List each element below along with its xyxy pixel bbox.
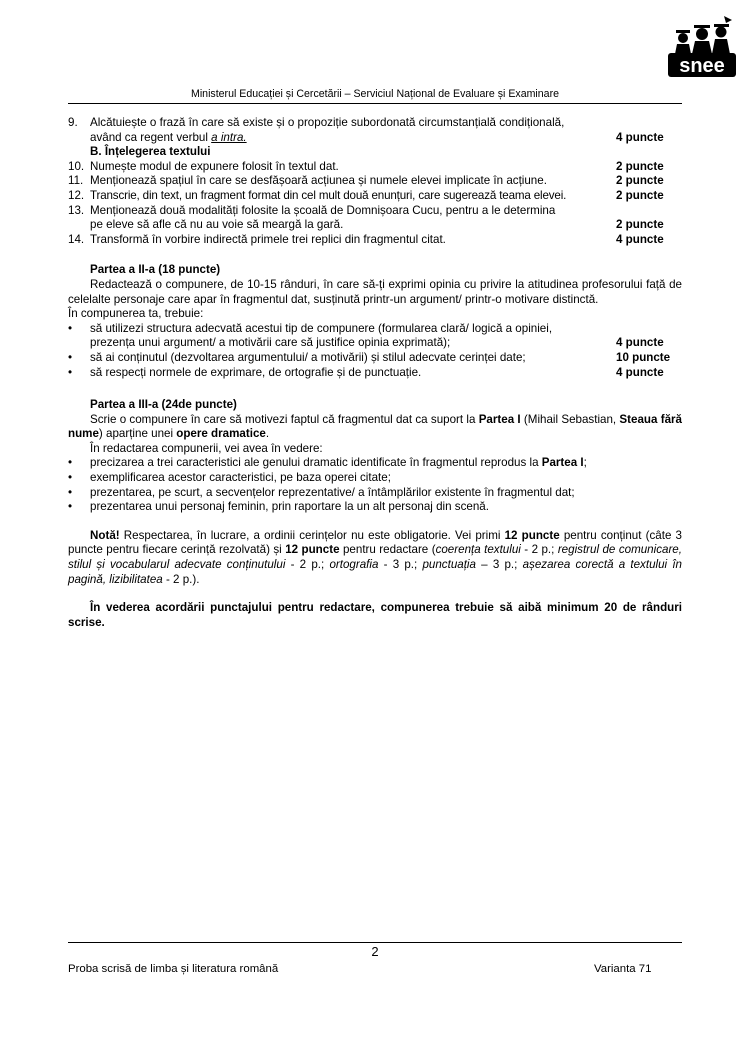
item-13 xyxy=(68,204,682,233)
item-text: Numește modul de expunere folosit în textul dat. xyxy=(90,159,339,173)
part3-bullet xyxy=(68,486,682,501)
item-number: 11. xyxy=(68,174,84,188)
footer-variant: Varianta 71 xyxy=(594,963,652,975)
item-number: 13. xyxy=(68,203,85,217)
header-title: Ministerul Educației și Cercetării – Serviciul Național de Evaluare și Examinare xyxy=(191,88,559,100)
item-text: Menționează spațiul în care se desfășoară acțiunea și numele elevei implicate în acțiune. xyxy=(90,174,547,188)
footer-exam-name: Proba scrisă de limba și literatura română xyxy=(68,963,279,975)
item-text: Transformă în vorbire indirectă primele trei replici din fragmentul citat. xyxy=(90,232,446,246)
bullet-line: prezentarea unui personaj feminin, prin raportare la un alt personaj din scenă. xyxy=(90,500,489,514)
item-9 xyxy=(68,116,682,145)
bullet-line: prezentarea, pe scurt, a secvențelor reprezentative/ a întâmplărilor existente în fragmentul dat; xyxy=(90,485,575,499)
item-points: 4 puncte xyxy=(616,232,664,246)
bullet-icon: • xyxy=(68,321,73,335)
bullet-icon: • xyxy=(68,365,73,379)
item-text xyxy=(90,116,616,145)
part3-title: Partea a III-a (24de puncte) xyxy=(90,398,237,412)
item-number: 12. xyxy=(68,188,85,202)
final-note: În vederea acordării punctajului pentru redactare, compunerea trebuie să aibă minimum 20 de rânduri scrise. xyxy=(68,601,682,629)
item-text: Transcrie, din text, un fragment format din cel mult două enunțuri, care sugerează teama elevei. xyxy=(90,188,567,202)
item-10 xyxy=(68,160,682,175)
item-line: având ca regent verbul xyxy=(90,130,212,144)
bullet-icon: • xyxy=(68,500,73,514)
bullet-line: să respecți normele de exprimare, de ortografie și de punctuație. xyxy=(90,365,422,379)
part2-intro: În compunerea ta, trebuie: xyxy=(68,307,204,321)
bullet-icon: • xyxy=(68,456,73,470)
item-12 xyxy=(68,189,682,204)
bullet-icon: • xyxy=(68,350,73,364)
logo-text: snee xyxy=(679,55,725,77)
bullet-line: să ai conținutul (dezvoltarea argumentului/ a motivării) și stilul adecvate cerinței date; xyxy=(90,350,526,364)
part2-bullet xyxy=(68,366,682,381)
snee-logo xyxy=(666,14,738,78)
bullet-icon: • xyxy=(68,485,73,499)
part3-instructions: Scrie o compunere în care să motivezi faptul că fragmentul dat ca suport la Partea I (Mihail Sebastian, Steaua fără nume) aparține unei opere dramatice. xyxy=(68,412,682,441)
item-points: 2 puncte xyxy=(616,218,664,232)
item-number: 14. xyxy=(68,232,85,246)
section-b-title: B. Înțelegerea textului xyxy=(90,145,211,159)
bullet-line: precizarea a trei caracteristici ale genului dramatic identificate în fragmentul reprodus la Partea I; xyxy=(90,456,587,470)
part2-bullet xyxy=(68,322,682,351)
part3-bullet xyxy=(68,471,682,486)
bullet-points: 10 puncte xyxy=(616,350,671,364)
part2-instructions: Redactează o compunere, de 10-15 rânduri, în care să-ți exprimi opinia cu privire la atitudinea profesorului față de celelalte personaje care apar în fragmentul dat, susținută printr-un argument/ printr-o motivare distinctă. xyxy=(68,277,682,306)
item-14 xyxy=(68,233,682,248)
part2-bullet xyxy=(68,351,682,366)
part3-intro: În redactarea compunerii, vei avea în vedere: xyxy=(90,441,323,455)
part3-bullet xyxy=(68,500,682,515)
item-number: 9. xyxy=(68,116,78,129)
page-number: 2 xyxy=(371,944,379,959)
item-line: pe eleve să afle că nu au voie să meargă la gară. xyxy=(90,218,344,232)
item-number: 10. xyxy=(68,159,85,173)
item-11 xyxy=(68,174,682,189)
bullet-line: exemplificarea acestor caracteristici, pe baza operei citate; xyxy=(90,471,391,485)
item-text xyxy=(90,204,616,233)
footer-divider xyxy=(68,942,682,943)
item-points: 2 puncte xyxy=(616,174,664,188)
bullet-points: 4 puncte xyxy=(616,365,664,379)
bullet-points: 4 puncte xyxy=(616,336,664,350)
item-points: 2 puncte xyxy=(616,159,664,173)
bullet-icon: • xyxy=(68,471,73,485)
item-points: 4 puncte xyxy=(616,130,664,144)
part3-bullet xyxy=(68,456,682,471)
item-line: Menționează două modalități folosite la școală de Domnișoara Cucu, pentru a le determina xyxy=(90,203,556,217)
regent-verb: a intra. xyxy=(211,130,247,144)
part2-title: Partea a II-a (18 puncte) xyxy=(90,263,221,277)
bullet-line: prezența unui argument/ a motivării care să justifice opinia exprimată); xyxy=(90,336,451,350)
item-points: 2 puncte xyxy=(616,188,664,202)
grading-note: Notă! Respectarea, în lucrare, a ordinii cerințelor nu este obligatorie. Vei primi 12 puncte pentru conținut (câte 3 puncte pentru fiecare cerință rezolvată) și 12 puncte pentru redactare (coerența textului - 2 p.; registrul de comunicare, stilul și vocabularul adecvate conținutului - 2 p.; ortografia - 3 p.; punctuația – 3 p.; așezarea corectă a textului în pagină, lizibilitatea - 2 p.). xyxy=(68,528,682,586)
item-line: Alcătuiește o frază în care să existe și o propoziție subordonată circumstanțială condițională, xyxy=(90,116,565,129)
bullet-line: să utilizezi structura adecvată acestui tip de compunere (formularea clară/ logică a opiniei, xyxy=(90,321,553,335)
header-divider xyxy=(68,103,682,104)
document-body xyxy=(68,116,682,630)
